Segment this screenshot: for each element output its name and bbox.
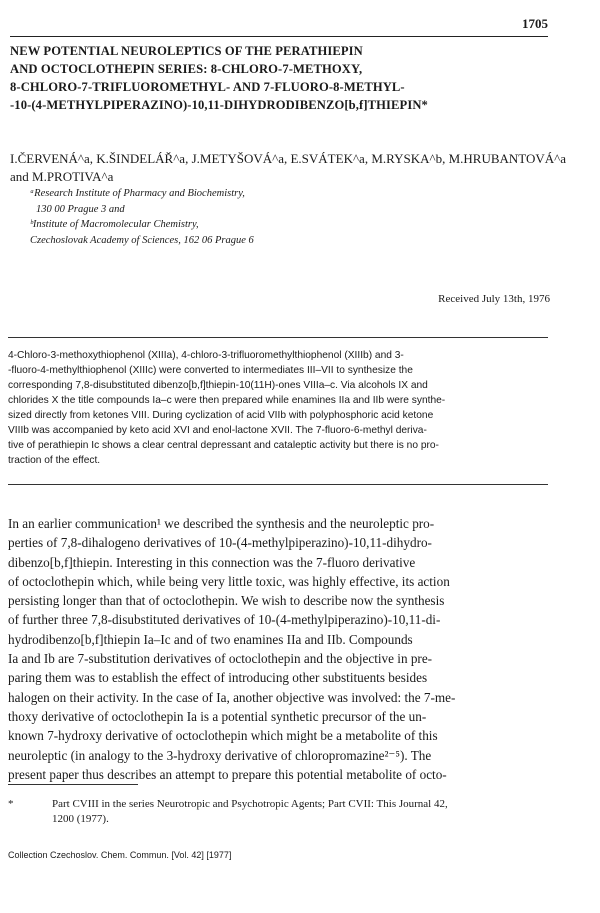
body-line: thoxy derivative of octoclothepin Ia is a potential synthetic precursor of the un- [8, 708, 427, 724]
authors-line: and M.PROTIVA^a [10, 169, 114, 184]
footnote-line [8, 797, 553, 812]
body-line: of octoclothepin which, while being very little toxic, was highly effective, its action [8, 573, 450, 589]
footnote-rule [8, 784, 138, 785]
footnote-marker: * [8, 798, 14, 810]
abstract [8, 348, 553, 468]
authors [10, 150, 567, 186]
journal-citation: Collection Czechoslov. Chem. Commun. [Vol. 42] [1977] [8, 850, 232, 860]
abstract-line: corresponding 7,8-disubstituted dibenzo[b,f]thiepin-10(11H)-ones VIIIa–c. Via alcohols IX and [8, 380, 428, 391]
body-line: hydrodibenzo[b,f]thiepin Ia–Ic and of two enamines IIa and IIb. Compounds [8, 631, 413, 647]
abstract-line: 4-Chloro-3-methoxythiophenol (XIIIa), 4-chloro-3-trifluoromethylthiophenol (XIIIb) and 3- [8, 350, 404, 361]
body-line: persisting longer than that of octoclothepin. We wish to describe now the synthesis [8, 593, 445, 609]
body-line: neuroleptic (in analogy to the 3-hydroxy derivative of chloropromazine²⁻⁵). The [8, 747, 432, 763]
authors-line: I.ČERVENÁ^a, K.ŠINDELÁŘ^a, J.METYŠOVÁ^a, E.SVÁTEK^a, M.RYSKA^b, M.HRUBANTOVÁ^a [10, 151, 567, 166]
affiliation-line: ᵇInstitute of Macromolecular Chemistry, [30, 219, 199, 230]
abstract-top-rule [8, 337, 548, 338]
body-line: perties of 7,8-dihalogeno derivatives of 10-(4-methylpiperazino)-10,11-dihydro- [8, 535, 432, 551]
body-line: Ia and Ib are 7-substitution derivatives of octoclothepin and the objective in pre- [8, 651, 433, 667]
body-line: paring them was to establish the effect of introducing other substituents besides [8, 670, 428, 686]
header-rule [10, 36, 548, 37]
affiliation-line: Czechoslovak Academy of Sciences, 162 06 Prague 6 [30, 234, 254, 246]
abstract-line: traction of the effect. [8, 455, 101, 466]
body-line: of further three 7,8-disubstituted derivatives of 10-(4-methylpiperazino)-10,11-di- [8, 612, 441, 628]
body-line: In an earlier communication¹ we described the synthesis and the neuroleptic pro- [8, 516, 435, 531]
affiliations [30, 186, 530, 248]
title-line: NEW POTENTIAL NEUROLEPTICS OF THE PERATHIEPIN [10, 44, 363, 58]
affiliation-line: 130 00 Prague 3 and [36, 203, 125, 215]
abstract-line: sized directly from ketones VIII. During cyclization of acid VIIb with polyphosphoric acid ketone [8, 410, 434, 421]
abstract-bottom-rule [8, 484, 548, 485]
body-text [8, 514, 553, 784]
abstract-line: -fluoro-4-methylthiophenol (XIIIc) were converted to intermediates III–VII to synthesize the [8, 365, 413, 376]
body-line: known 7-hydroxy derivative of octoclothepin which might be a metabolite of this [8, 728, 438, 744]
footnote-line: 1200 (1977). [52, 813, 109, 825]
page-number: 1705 [522, 16, 548, 31]
footnote-text: Part CVIII in the series Neurotropic and Psychotropic Agents; Part CVII: This Journal 42, [52, 798, 448, 810]
abstract-line: VIIIb was accompanied by keto acid XVI and enol-lactone XVII. The 7-fluoro-6-methyl deriva- [8, 425, 427, 436]
article-title [10, 42, 550, 114]
title-line: -10-(4-METHYLPIPERAZINO)-10,11-DIHYDRODIBENZO[b,f]THIEPIN* [10, 98, 428, 112]
received-date: Received July 13th, 1976 [438, 293, 550, 305]
abstract-line: chlorides X the title compounds Ia–c were then prepared while enamines IIa and IIb were synthe- [8, 395, 446, 406]
body-line: halogen on their activity. In the case of Ia, another objective was involved: the 7-me- [8, 689, 456, 705]
abstract-line: tive of perathiepin Ic shows a clear central depressant and cataleptic activity but there is no pro- [8, 440, 439, 451]
title-line: 8-CHLORO-7-TRIFLUOROMETHYL- AND 7-FLUORO-8-METHYL- [10, 80, 405, 94]
body-line: dibenzo[b,f]thiepin. Interesting in this connection was the 7-fluoro derivative [8, 554, 416, 570]
title-line: AND OCTOCLOTHEPIN SERIES: 8-CHLORO-7-METHOXY, [10, 62, 363, 76]
body-line: present paper thus describes an attempt to prepare this potential metabolite of octo- [8, 766, 447, 782]
affiliation-line: ᵃResearch Institute of Pharmacy and Biochemistry, [30, 188, 245, 199]
footnote [8, 797, 553, 827]
